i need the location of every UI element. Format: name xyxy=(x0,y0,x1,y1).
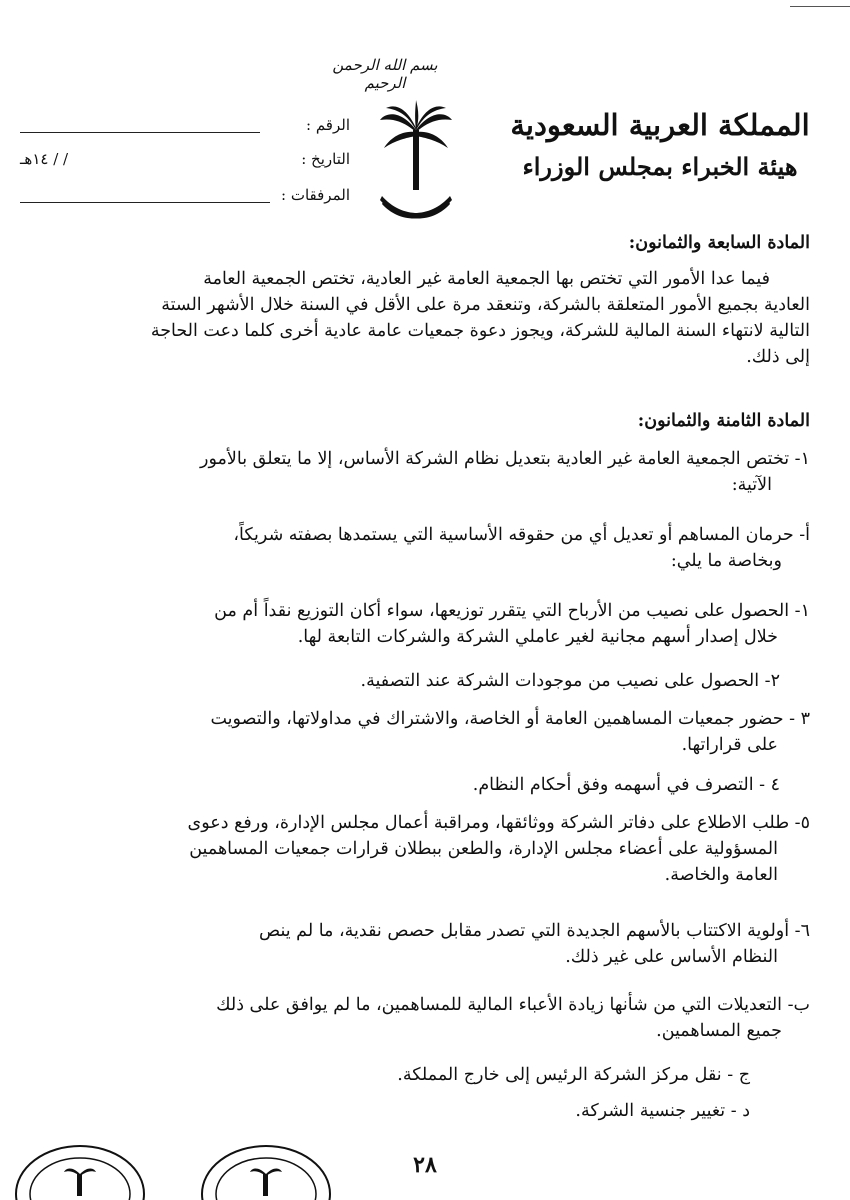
article-87-line: إلى ذلك. xyxy=(746,347,810,367)
official-seal-right xyxy=(196,1138,336,1200)
item-a xyxy=(40,522,810,574)
sub-item-line: ١- الحصول على نصيب من الأرباح التي يتقرر توزيعها، سواء أكان التوزيع نقداً أم من xyxy=(214,601,810,621)
item-b-line: ب- التعديلات التي من شأنها زيادة الأعباء المالية للمساهمين، ما لم يوافق على ذلك xyxy=(216,995,810,1015)
official-seal-left xyxy=(10,1138,150,1200)
sub-item-6 xyxy=(40,918,810,970)
intro-line: الآتية: xyxy=(731,475,772,495)
sub-item-2 xyxy=(40,668,780,694)
date-field xyxy=(20,150,350,174)
date-value: / / ١٤هـ xyxy=(20,150,69,168)
sub-item-line: العامة والخاصة. xyxy=(664,865,778,885)
item-b-line: جميع المساهمين. xyxy=(656,1021,782,1041)
sub-item-line: ٣ - حضور جمعيات المساهمين العامة أو الخاصة، والاشتراك في مداولاتها، والتصويت xyxy=(210,709,810,729)
sub-item-line: خلال إصدار أسهم مجانية لغير عاملي الشركة والشركات التابعة لها. xyxy=(297,627,778,647)
sub-item-line: ٥- طلب الاطلاع على دفاتر الشركة ووثائقها، ومراقبة أعمال مجلس الإدارة، ورفع دعوى xyxy=(187,813,810,833)
item-c: ج - نقل مركز الشركة الرئيس إلى خارج المملكة. xyxy=(397,1065,750,1085)
top-rule xyxy=(790,6,850,7)
reference-field xyxy=(20,116,350,140)
sub-item-3 xyxy=(40,706,810,758)
attachments-field xyxy=(20,186,350,210)
page-number: ٢٨ xyxy=(413,1152,437,1178)
sub-item-5 xyxy=(40,810,810,888)
reference-label: الرقم : xyxy=(306,116,350,134)
sub-item-line: ٦- أولوية الاكتتاب بالأسهم الجديدة التي تصدر مقابل حصص نقدية، ما لم ينص xyxy=(259,921,810,941)
sub-item-line: على قراراتها. xyxy=(681,735,778,755)
item-d: د - تغيير جنسية الشركة. xyxy=(575,1101,750,1121)
article-88-intro xyxy=(40,446,810,498)
sub-item-line: النظام الأساس على غير ذلك. xyxy=(565,947,778,967)
article-88-title: المادة الثامنة والثمانون: xyxy=(637,411,810,431)
item-b xyxy=(40,992,810,1044)
sub-item-4 xyxy=(40,772,780,798)
basmala: بسم الله الرحمن الرحيم xyxy=(332,56,438,92)
sub-item-1 xyxy=(40,598,810,650)
item-a-line: وبخاصة ما يلي: xyxy=(670,551,782,571)
authority-title: هيئة الخبراء بمجلس الوزراء xyxy=(522,152,798,181)
article-87-line: فيما عدا الأمور التي تختص بها الجمعية العامة غير العادية، تختص الجمعية العامة xyxy=(203,269,770,289)
palm-swords-emblem xyxy=(376,100,456,230)
article-87-line: العادية بجميع الأمور المتعلقة بالشركة، وتنعقد مرة على الأقل في السنة خلال الأشهر الستة xyxy=(161,295,810,315)
sub-item-line: المسؤولية على أعضاء مجلس الإدارة، والطعن ببطلان قرارات جمعيات المساهمين xyxy=(189,839,778,859)
attachments-label: المرفقات : xyxy=(281,186,350,204)
sub-item-line: ٢- الحصول على نصيب من موجودات الشركة عند التصفية. xyxy=(360,671,780,691)
date-label: التاريخ : xyxy=(301,150,350,168)
article-87-line: التالية لانتهاء السنة المالية للشركة، ويجوز دعوة جمعيات عامة عادية أخرى كلما دعت الحاجة xyxy=(150,321,810,341)
item-a-line: أ- حرمان المساهم أو تعديل أي من حقوقه الأساسية التي يستمدها بصفته شريكاً، xyxy=(233,525,810,545)
attachments-line xyxy=(20,202,270,203)
kingdom-title: المملكة العربية السعودية xyxy=(510,108,810,142)
reference-line xyxy=(20,132,260,133)
article-87-title: المادة السابعة والثمانون: xyxy=(628,233,810,253)
sub-item-line: ٤ - التصرف في أسهمه وفق أحكام النظام. xyxy=(472,775,780,795)
intro-line: ١- تختص الجمعية العامة غير العادية بتعديل نظام الشركة الأساس، إلا ما يتعلق بالأمور xyxy=(200,449,810,469)
article-87-text xyxy=(40,266,810,370)
